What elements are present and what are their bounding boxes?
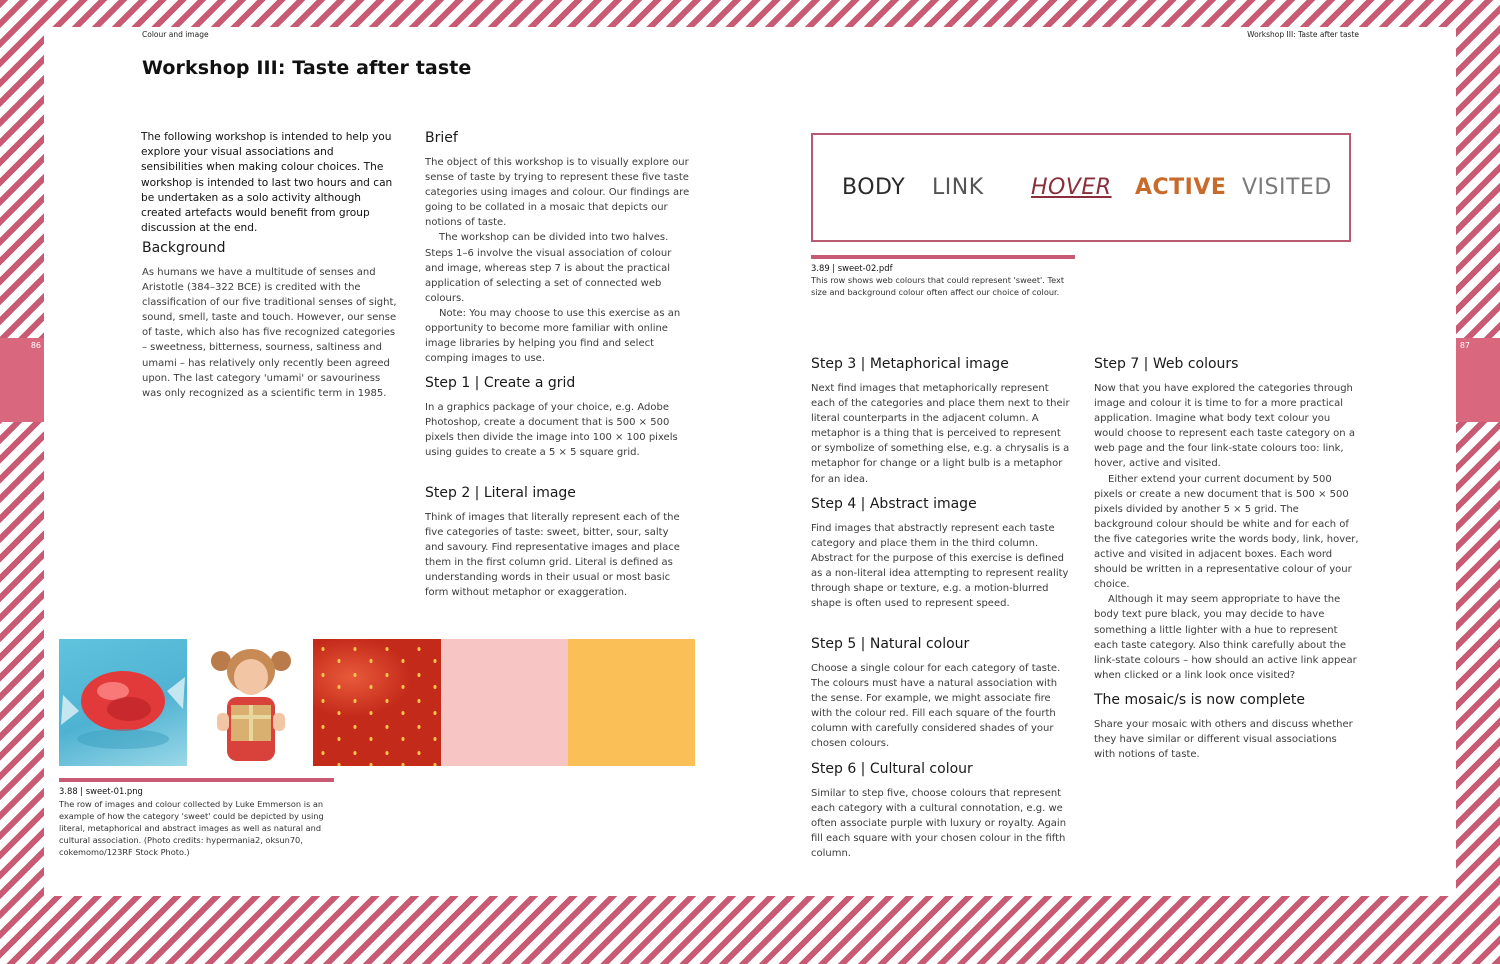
step7-paragraph: Although it may seem appropriate to have the body text pure black, you may decide to have something a little lighter with a hue to represent each taste category. Also think carefully about the link-state colours – how should an active link appear when clicked or a link look once visited? — [1094, 594, 1357, 681]
caption-bar — [59, 778, 334, 782]
cultural-colour-swatch — [568, 639, 695, 766]
caption-text: This row shows web colours that could represent 'sweet'. Text size and background colour often affect our choice of colour. — [811, 275, 1065, 298]
brief-paragraph: The object of this workshop is to visually explore our sense of taste by trying to represent these five taste categories using images and colour. Our findings are going to be collated in a mosaic that depicts our notions of taste. — [425, 157, 690, 229]
step7-text — [1094, 381, 1360, 683]
step7-paragraph: Either extend your current document by 500 pixels or create a new document that is 500 × 500 pixels divided by another 5 × 5 grid. The background colour should be white and for each of the five categories write the words body, link, hover, active and visited in adjacent boxes. Each word should be written in a representative colour of your choice. — [1094, 473, 1359, 591]
step1-section — [425, 375, 690, 460]
word-body: BODY — [842, 175, 906, 200]
intro-text: The following workshop is intended to help you explore your visual associations and sensibilities when making colour choices. The workshop is intended to last two hours and can be undertaken as a solo activity although created artefacts would benefit from group discussion at the end. — [141, 131, 393, 235]
running-head-right: Workshop III: Taste after taste — [1247, 30, 1359, 39]
brief-text — [425, 155, 690, 366]
step3-text: Next find images that metaphorically represent each of the categories and place them next to their literal counterparts in the adjacent column. A metaphor is a thing that is perceived to represent or symbolize of something else, e.g. a chrysalis is a metaphor for change or a light bulb is a metaphor for an idea. — [811, 383, 1070, 485]
step2-heading: Step 2 | Literal image — [425, 485, 576, 501]
book-spread — [44, 27, 1456, 896]
step4-section — [811, 496, 1073, 612]
step2-text: Think of images that literally represent each of the five categories of taste: sweet, bitter, sour, salty and savoury. Find representative images and place them in the first column grid. Literal is defined as understanding words in their usual or most basic form without metaphor or exaggeration. — [425, 512, 680, 599]
page-tab-right — [1456, 338, 1500, 422]
word-link: LINK — [932, 175, 984, 200]
brief-heading: Brief — [425, 130, 458, 146]
brief-paragraph: The workshop can be divided into two halves. Steps 1–6 involve the visual association of colour and image, whereas step 7 is about the practical application of selecting a set of connected web colours. — [425, 232, 672, 304]
step5-section — [811, 636, 1073, 752]
brief-paragraph: Note: You may choose to use this exercise as an opportunity to become more familiar with online image libraries by helping you find and select comping images to use. — [425, 307, 681, 365]
candy-icon — [59, 639, 187, 766]
step3-section — [811, 356, 1073, 487]
web-colours-box — [811, 133, 1351, 242]
page-title: Workshop III: Taste after taste — [142, 57, 472, 79]
page-number-left: 86 — [30, 341, 41, 350]
word-active: ACTIVE — [1135, 175, 1227, 200]
background-text: As humans we have a multitude of senses and Aristotle (384–322 BCE) is credited with the classification of our five traditional senses of sight, sound, smell, taste and touch. However, our sense of taste, which also has five recognized categories – sweetness, bitterness, sourness, saltiness and umami – has relatively only recently been agreed upon. The last category 'umami' or savouriness was only recognized as a scientific term in 1985. — [142, 267, 397, 399]
step5-heading: Step 5 | Natural colour — [811, 636, 970, 652]
page-number-right: 87 — [1459, 341, 1470, 350]
step5-text: Choose a single colour for each category of taste. The colours must have a natural association with the sense. For example, we might associate fire with the colour red. Fill each square of the fourth column with carefully considered shades of your chosen colours. — [811, 663, 1061, 750]
step4-text: Find images that abstractly represent each taste category and place them in the third column. Abstract for the purpose of this exercise is defined as a non-literal idea attempting to represent reality through shape or texture, e.g. a motion-blurred shape is often used to represent speed. — [811, 523, 1069, 610]
girl-icon — [187, 639, 315, 766]
word-visited: VISITED — [1242, 175, 1332, 200]
step2-section — [425, 485, 690, 601]
caption-number: 3.89 | sweet-02.pdf — [811, 263, 893, 273]
complete-text: Share your mosaic with others and discuss whether they have similar or different visual associations with notions of taste. — [1094, 719, 1353, 761]
step1-heading: Step 1 | Create a grid — [425, 375, 576, 391]
step6-section — [811, 761, 1073, 861]
brief-section — [425, 130, 690, 366]
page-tab-left — [0, 338, 44, 422]
strawberry-texture-image — [313, 639, 441, 766]
step7-heading: Step 7 | Web colours — [1094, 356, 1239, 372]
complete-section — [1094, 692, 1360, 762]
step7-section — [1094, 356, 1360, 683]
caption-388 — [59, 786, 324, 858]
step6-heading: Step 6 | Cultural colour — [811, 761, 973, 777]
step7-paragraph: Now that you have explored the categories through image and colour it is time to for a more practical application. Imagine what body text colour you would choose to represent each taste category on a web page and the four link-state colours too: link, hover, active and visited. — [1094, 383, 1355, 470]
step3-heading: Step 3 | Metaphorical image — [811, 356, 1009, 372]
caption-number: 3.88 | sweet-01.png — [59, 786, 143, 796]
step4-heading: Step 4 | Abstract image — [811, 496, 977, 512]
running-head-left: Colour and image — [142, 30, 209, 39]
background-heading: Background — [142, 240, 226, 256]
complete-heading: The mosaic/s is now complete — [1094, 692, 1305, 708]
natural-colour-swatch — [441, 639, 569, 766]
caption-bar — [811, 255, 1075, 259]
candy-image — [59, 639, 187, 766]
caption-text: The row of images and colour collected by Luke Emmerson is an example of how the category 'sweet' could be depicted by using literal, metaphorical and abstract images as well as natural and cultural association. (Photo credits: hypermania2, oksun70, cokemomo/123RF Stock Photo.) — [59, 799, 324, 858]
step6-text: Similar to step five, choose colours that represent each category with a cultural connotation, e.g. we often associate purple with luxury or royalty. Again fill each square with your chosen colour in the fifth column. — [811, 788, 1067, 860]
background-section — [142, 240, 400, 401]
step1-text: In a graphics package of your choice, e.g. Adobe Photoshop, create a document that is 500 × 500 pixels then divide the image into 100 × 100 pixels using guides to create a 5 × 5 square grid. — [425, 402, 678, 459]
caption-389 — [811, 263, 1079, 298]
word-hover: HOVER — [1031, 175, 1112, 200]
girl-with-gift-image — [187, 639, 315, 766]
